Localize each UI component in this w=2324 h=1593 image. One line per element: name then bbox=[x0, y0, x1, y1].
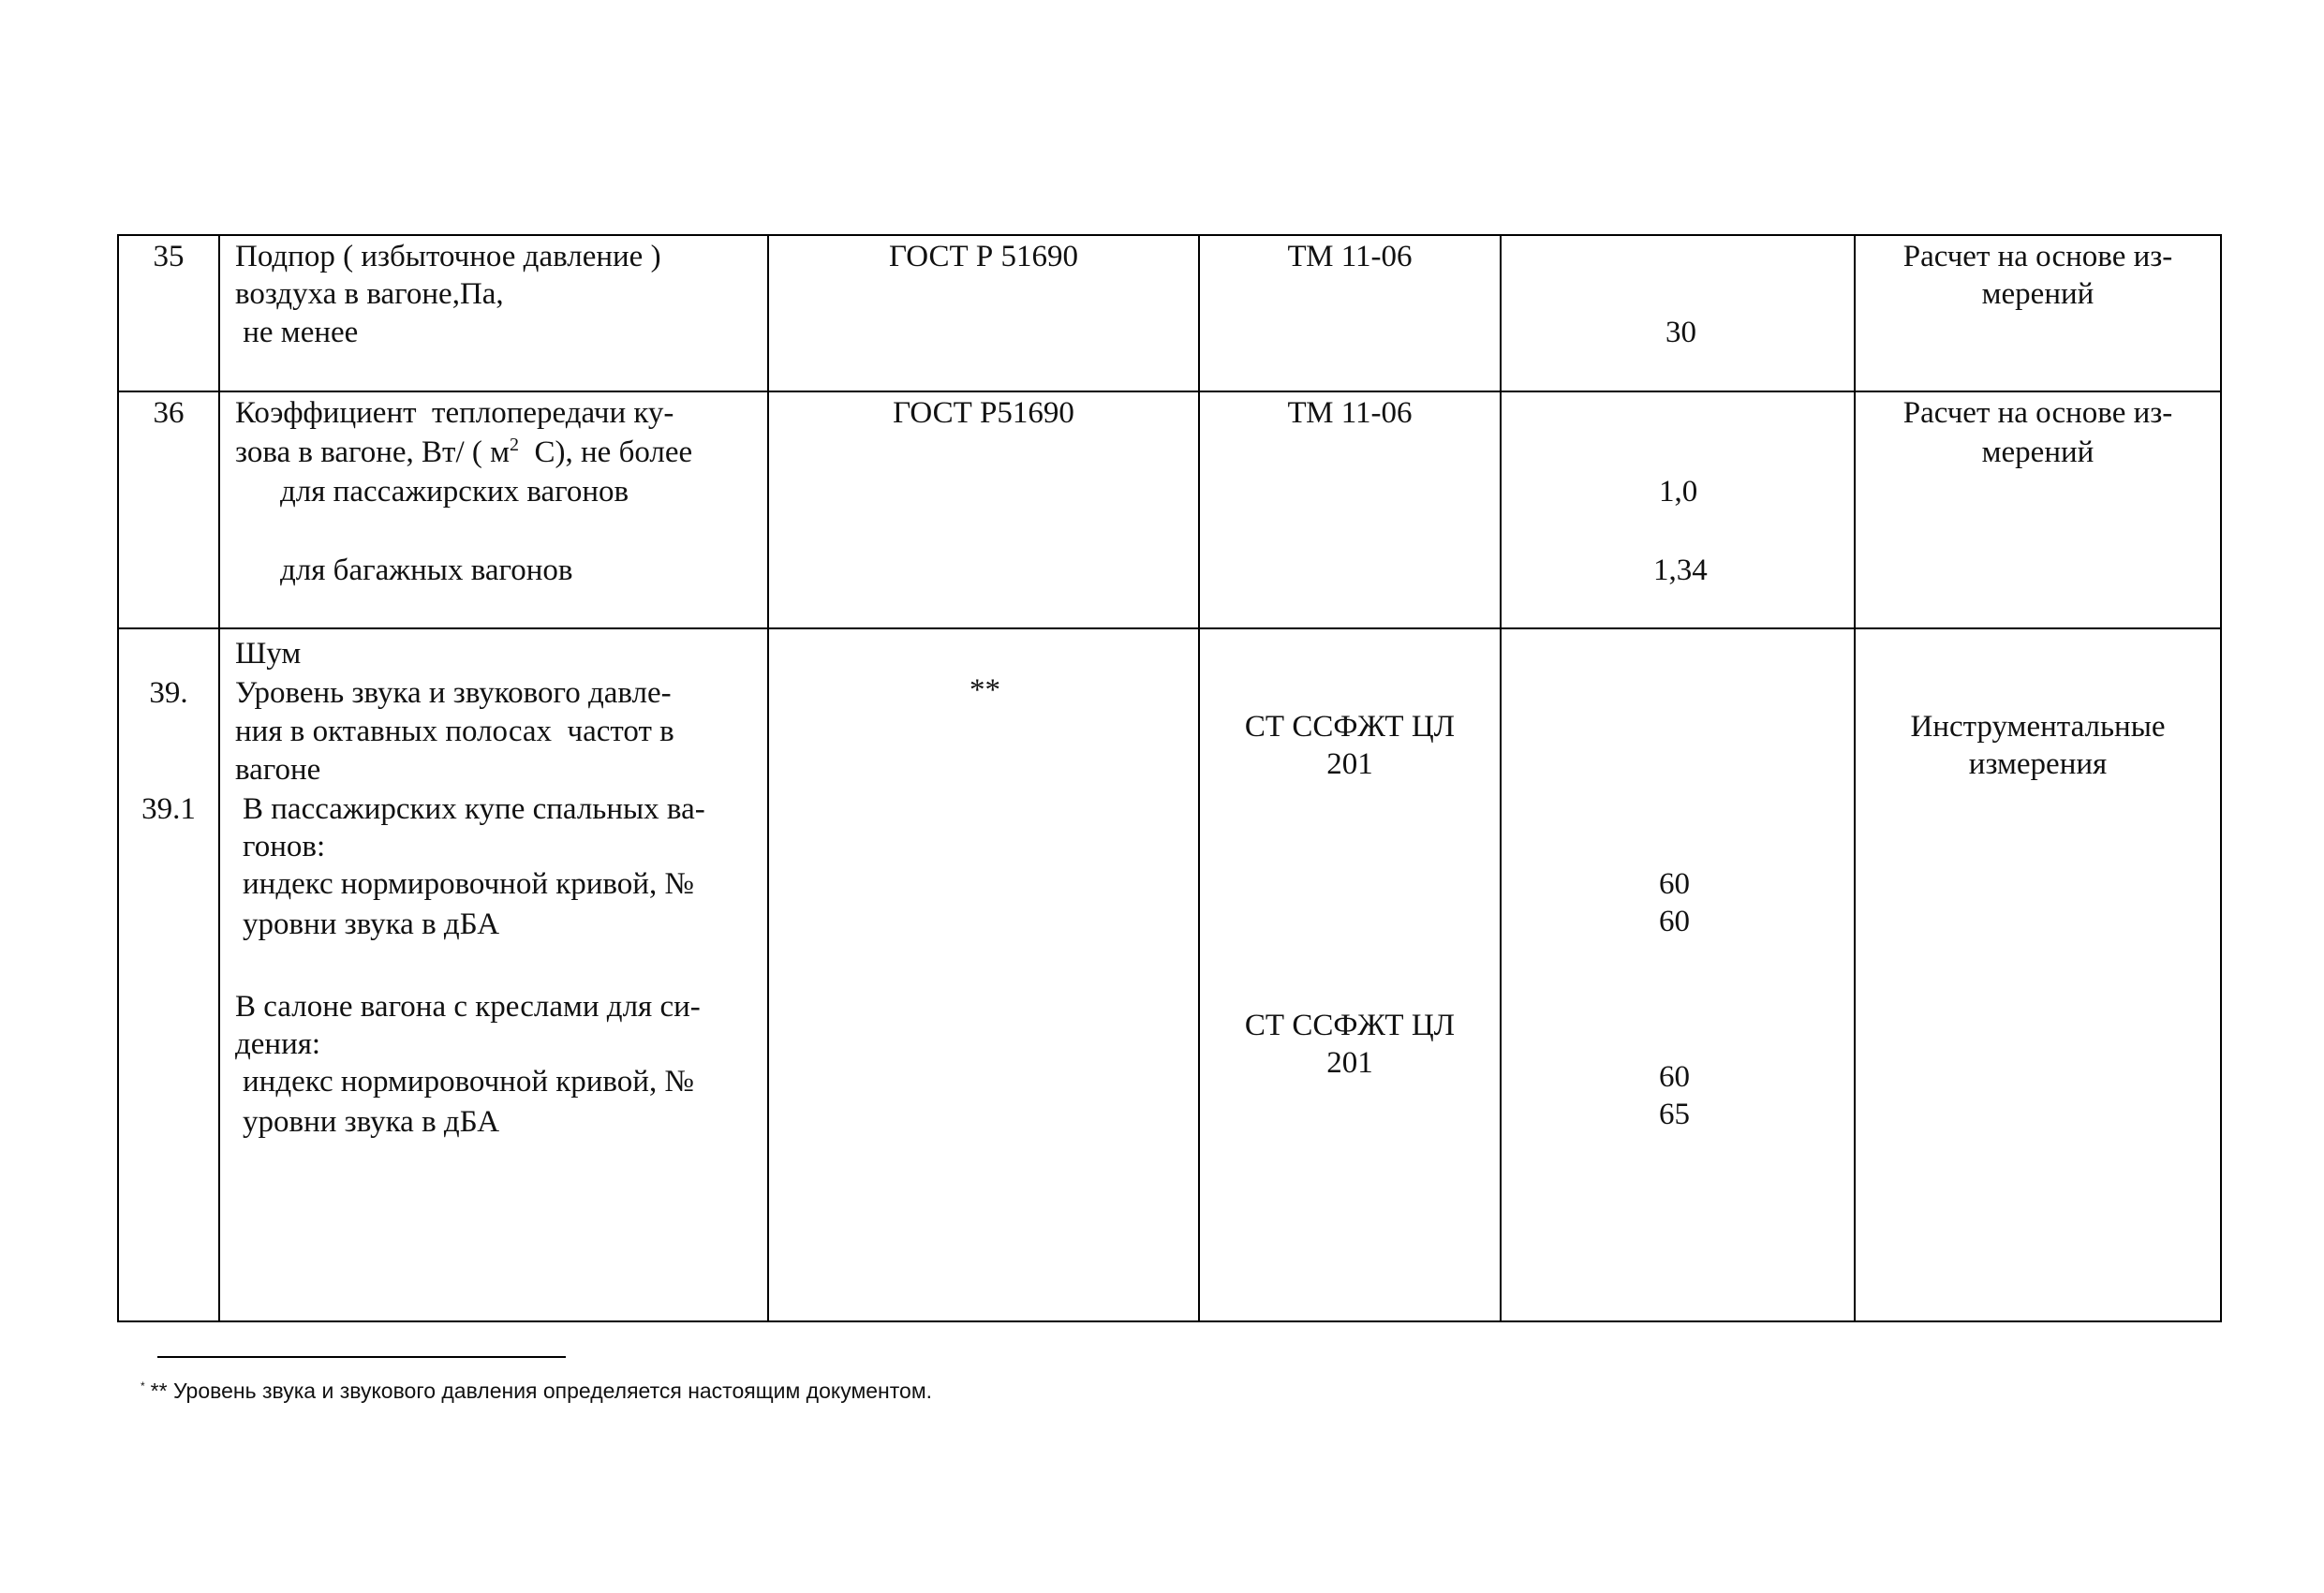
control-cell bbox=[1855, 391, 2221, 628]
control-text: мерений bbox=[1981, 435, 2095, 469]
footnote-marker: * bbox=[141, 1379, 145, 1394]
method-cell bbox=[1199, 628, 1501, 1321]
standard-cell bbox=[768, 628, 1199, 1321]
parameter-text: не менее bbox=[235, 316, 359, 349]
method-text: СТ ССФЖТ ЦЛ bbox=[1244, 1009, 1456, 1042]
parameter-cell bbox=[219, 391, 768, 628]
control-cell bbox=[1855, 235, 2221, 391]
row-number-cell bbox=[118, 391, 219, 628]
row-number: 35 bbox=[153, 240, 185, 273]
value-cell bbox=[1501, 235, 1855, 391]
method-cell bbox=[1199, 235, 1501, 391]
row-number-cell bbox=[118, 628, 219, 1321]
row-number: 36 bbox=[153, 396, 185, 430]
standard-text: ГОСТ Р 51690 bbox=[888, 240, 1078, 273]
parameter-text: индекс нормировочной кривой, № bbox=[243, 867, 694, 901]
value-text: 1,0 bbox=[1659, 475, 1698, 509]
row-number-cell bbox=[118, 235, 219, 391]
parameter-text: Коэффициент теплопередачи ку- bbox=[235, 396, 674, 430]
footnote-text: ** Уровень звука и звукового давления определяется настоящим документом. bbox=[150, 1379, 933, 1403]
parameter-text: уровни звука в дБА bbox=[243, 907, 500, 941]
row-number: 39. bbox=[149, 676, 188, 710]
method-text: ТМ 11-06 bbox=[1287, 396, 1413, 430]
method-cell bbox=[1199, 391, 1501, 628]
method-text: ТМ 11-06 bbox=[1287, 240, 1413, 273]
footnote-divider bbox=[157, 1356, 566, 1358]
value-text: 65 bbox=[1659, 1098, 1690, 1131]
parameter-text: индекс нормировочной кривой, № bbox=[243, 1065, 694, 1099]
parameter-text: для пассажирских вагонов bbox=[280, 475, 629, 509]
value-cell bbox=[1501, 391, 1855, 628]
control-text: Инструментальные bbox=[1910, 710, 2166, 744]
control-text: измерения bbox=[1968, 747, 2108, 781]
parameter-text: Уровень звука и звукового давле- bbox=[235, 676, 672, 710]
parameter-text: В пассажирских купе спальных ва- bbox=[243, 792, 705, 826]
standard-cell bbox=[768, 391, 1199, 628]
parameter-text: дения: bbox=[235, 1027, 321, 1061]
control-cell bbox=[1855, 628, 2221, 1321]
method-text: 201 bbox=[1326, 1046, 1373, 1080]
parameter-text: гонов: bbox=[243, 830, 326, 863]
row-number: 39.1 bbox=[141, 792, 196, 826]
value-cell bbox=[1501, 628, 1855, 1321]
footnote-reference: ** bbox=[970, 673, 1000, 707]
parameter-text: В салоне вагона с креслами для си- bbox=[235, 990, 701, 1024]
table-row bbox=[118, 628, 2221, 1321]
parameter-text: вагоне bbox=[235, 753, 321, 787]
control-text: Расчет на основе из- bbox=[1902, 396, 2173, 430]
value-text: 1,34 bbox=[1653, 553, 1708, 587]
table-row bbox=[118, 391, 2221, 628]
method-text: СТ ССФЖТ ЦЛ bbox=[1244, 710, 1456, 744]
parameter-text: воздуха в вагоне,Па, bbox=[235, 277, 504, 311]
value-text: 60 bbox=[1659, 867, 1690, 901]
standard-text: ГОСТ Р51690 bbox=[893, 396, 1074, 430]
parameter-text: уровни звука в дБА bbox=[243, 1105, 500, 1139]
requirements-table bbox=[117, 234, 2222, 1322]
parameter-text: Подпор ( избыточное давление ) bbox=[235, 240, 661, 273]
control-text: мерений bbox=[1981, 277, 2095, 311]
value-text: 60 bbox=[1659, 1060, 1690, 1094]
table-row bbox=[118, 235, 2221, 391]
control-text: Расчет на основе из- bbox=[1902, 240, 2173, 273]
standard-cell bbox=[768, 235, 1199, 391]
parameter-cell bbox=[219, 628, 768, 1321]
value-text: 30 bbox=[1665, 316, 1696, 349]
parameter-text: для багажных вагонов bbox=[280, 553, 573, 587]
footnote bbox=[141, 1379, 932, 1404]
parameter-text: ния в октавных полосах частот в bbox=[235, 715, 674, 748]
parameter-text: зова в вагоне, Вт/ ( $м^2$ С), не более bbox=[235, 435, 693, 469]
value-text: 60 bbox=[1659, 905, 1690, 938]
parameter-cell bbox=[219, 235, 768, 391]
method-text: 201 bbox=[1326, 747, 1373, 781]
parameter-text: Шум bbox=[235, 637, 302, 671]
